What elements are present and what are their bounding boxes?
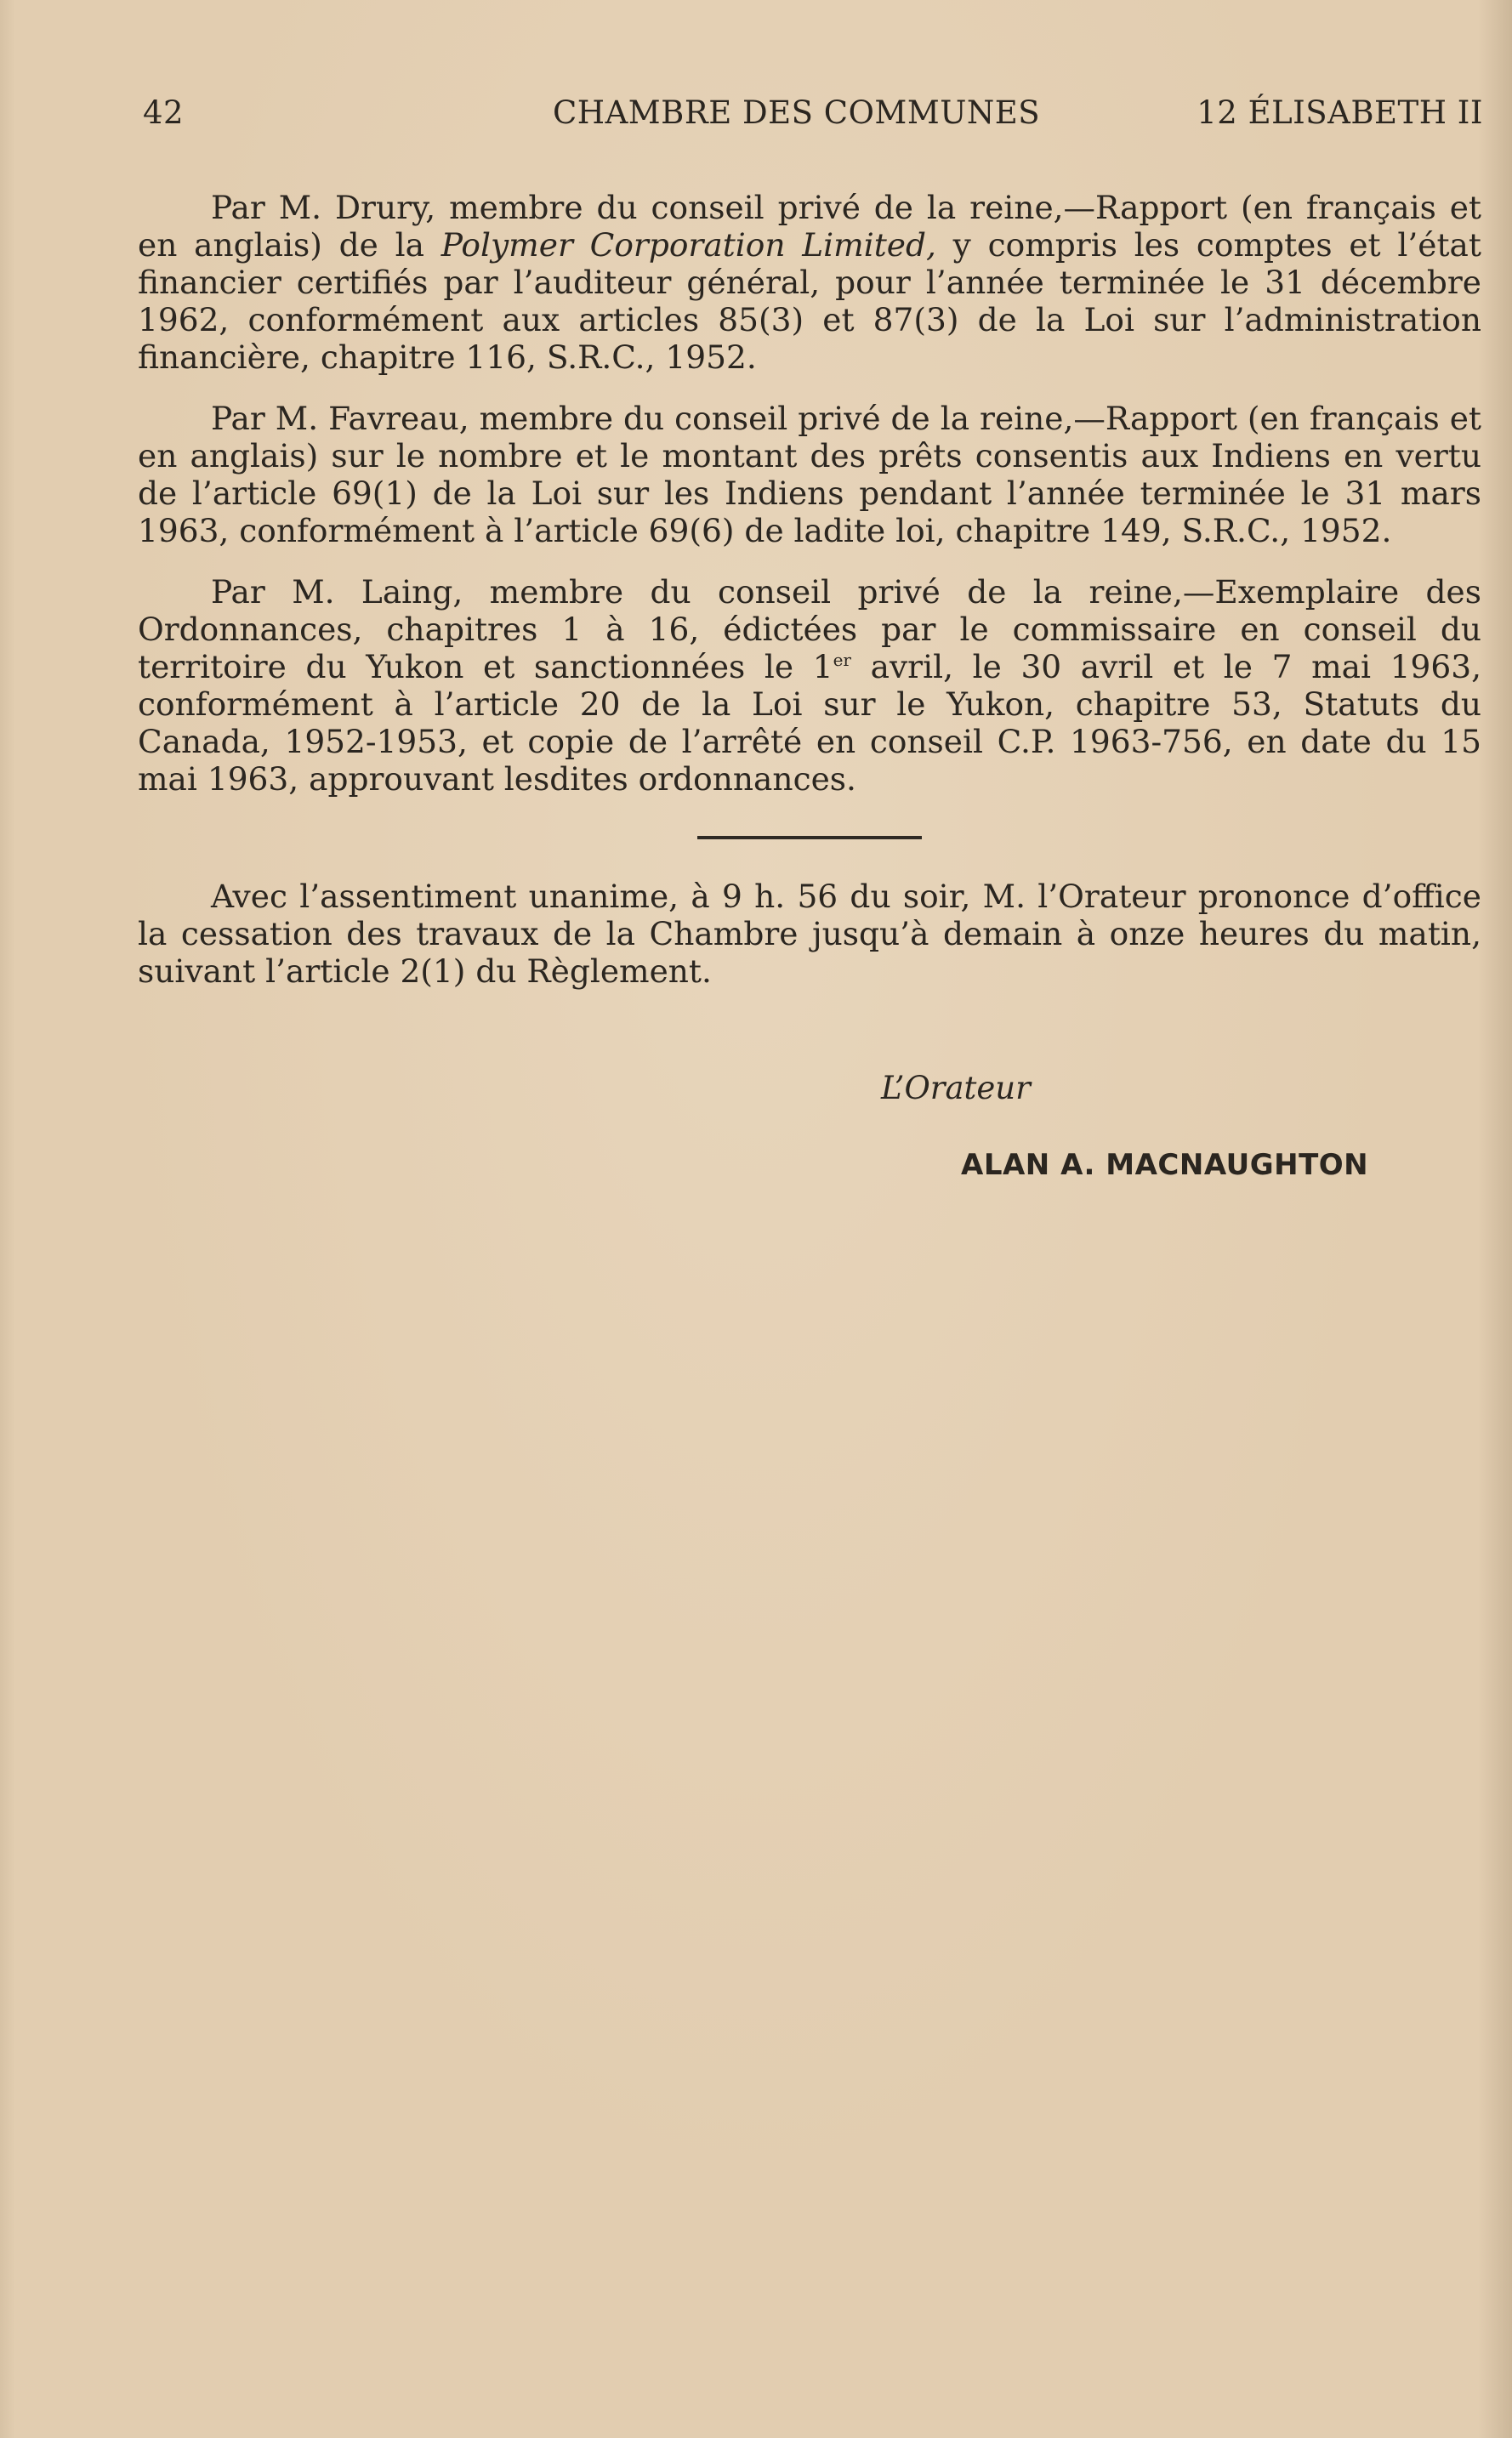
paragraph-drury-italic: Polymer Corporation Limited, [441, 226, 936, 264]
session-label: 12 ÉLISABETH II [1197, 94, 1483, 131]
paragraph-favreau: Par M. Favreau, membre du conseil privé de la reine,—Rapport (en français et en anglais) sur le nombre et le montant des prêts consentis aux Indiens en vertu de l’article 69(1) de la Loi sur les Indiens pendant l’année terminée le 31 mars 1963, conformément à l’article 69(6) de ladite loi, chapitre 149, S.R.C., 1952. [138, 400, 1481, 549]
paragraph-drury-text-1: Par M. Drury, membre du conseil privé de la reine,—Rapport (en français et en anglais) de la [138, 189, 1481, 264]
page-number: 42 [143, 94, 185, 131]
paragraph-closing: Avec l’assentiment unanime, à 9 h. 56 du soir, M. l’Orateur prononce d’office la cessation des travaux de la Chambre jusqu’à demain à onze heures du matin, suivant l’article 2(1) du Règlement. [138, 878, 1481, 990]
paragraph-laing [138, 573, 1481, 798]
section-divider [697, 836, 922, 839]
signature-title: L’Orateur [881, 1070, 1031, 1106]
paragraph-drury [138, 189, 1481, 376]
running-title: CHAMBRE DES COMMUNES [553, 94, 1041, 131]
signature-name: ALAN A. MACNAUGHTON [961, 1148, 1369, 1182]
page-header [143, 92, 1483, 134]
body-text [138, 189, 1481, 1014]
paragraph-laing-text-1: Par M. Laing, membre du conseil privé de la reine,—Exemplaire des Ordonnances, chapitres 1 à 16, édictées par le commissaire en conseil du territoire du Yukon et sanctionnées le 1 [138, 573, 1481, 685]
paragraph-drury-text-2: y compris les comptes et l’état financier certifiés par l’auditeur général, pour l’année terminée le 31 décembre 1962, conformément aux articles 85(3) et 87(3) de la Loi sur l’administration financière, chapitre 116, S.R.C., 1952. [138, 226, 1481, 376]
paragraph-laing-text-2: avril, le 30 avril et le 7 mai 1963, conformément à l’article 20 de la Loi sur le Yukon, chapitre 53, Statuts du Canada, 1952-1953, et copie de l’arrêté en conseil C.P. 1963-756, en date du 15 mai 1963, approuvant lesdites ordonnances. [138, 648, 1482, 798]
paragraph-laing-superscript: er [833, 650, 851, 670]
